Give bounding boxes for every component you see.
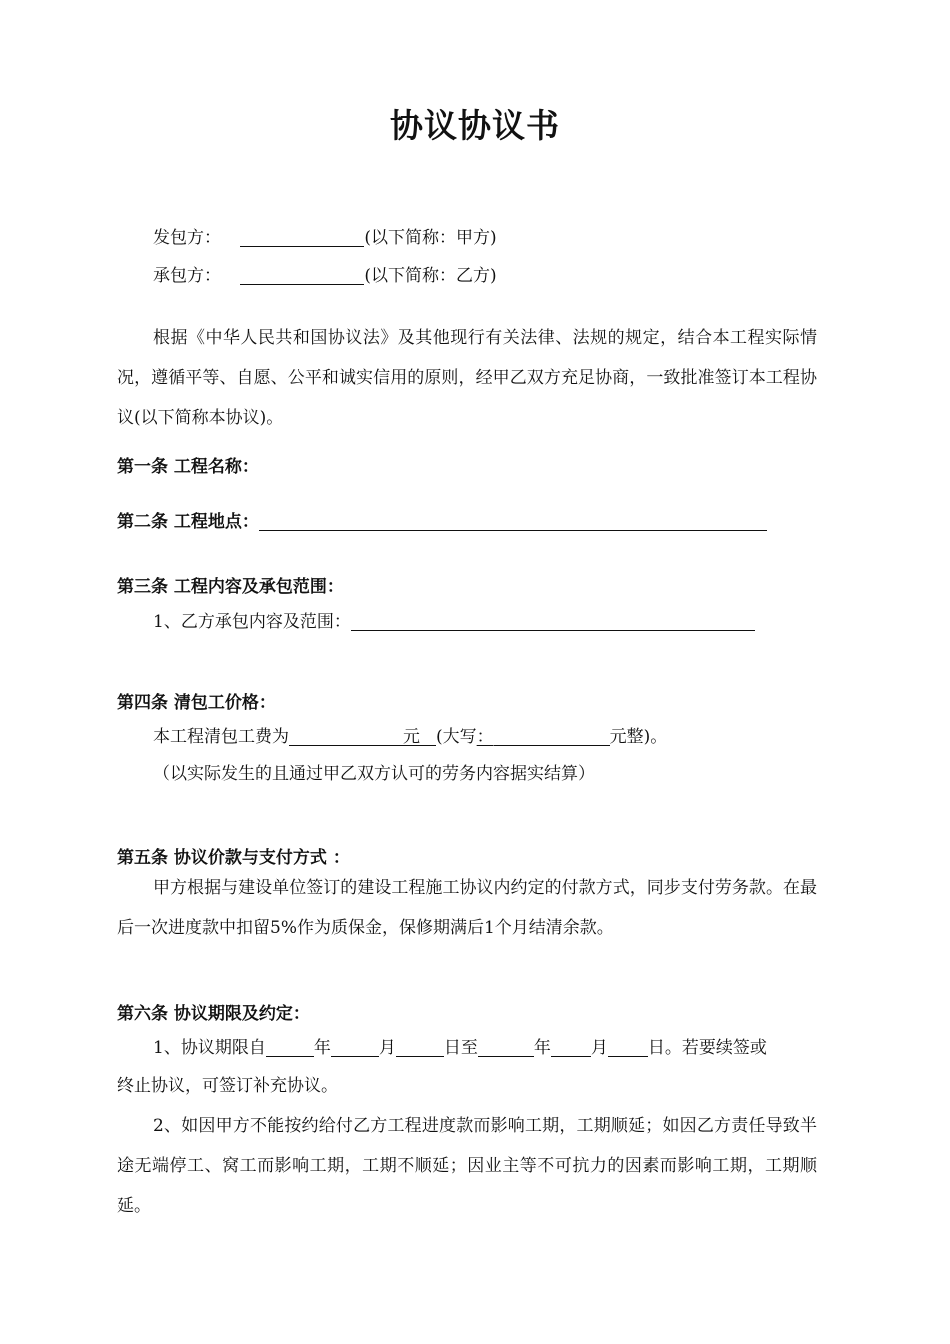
term-end-year: 年 bbox=[533, 1038, 551, 1058]
term-start-year: 年 bbox=[313, 1038, 331, 1058]
article2-heading: 第二条 工程地点： bbox=[117, 512, 259, 532]
employer-label: 发包方： bbox=[153, 228, 221, 248]
price-suffix: 元整)。 bbox=[609, 727, 668, 747]
article6-heading: 第六条 协议期限及约定： bbox=[117, 1004, 310, 1024]
article6-item1 bbox=[153, 1038, 767, 1057]
term-end-month-blank bbox=[551, 1038, 591, 1057]
term-start-year-blank bbox=[266, 1038, 314, 1057]
article6-item1-cont: 终止协议，可签订补充协议。 bbox=[117, 1076, 338, 1096]
employer-blank bbox=[240, 228, 364, 247]
article4-note: （以实际发生的且通过甲乙双方认可的劳务内容据实结算） bbox=[153, 764, 595, 784]
employer-line bbox=[153, 228, 497, 247]
article4-heading: 第四条 清包工价格： bbox=[117, 693, 276, 713]
article5-heading: 第五条 协议价款与支付方式 ： bbox=[117, 848, 350, 868]
article2-line bbox=[117, 512, 767, 531]
term-end-day-blank bbox=[608, 1038, 648, 1057]
price-daxie-blank bbox=[494, 727, 610, 746]
term-start-day-blank bbox=[396, 1038, 444, 1057]
price-yuan: 元 bbox=[403, 727, 420, 747]
term-start-month: 月 bbox=[378, 1038, 396, 1058]
price-daxie-label: (大写 bbox=[436, 727, 477, 747]
price-yuan-tail-blank bbox=[420, 727, 436, 746]
article6-item2: 2、如因甲方不能按约给付乙方工程进度款而影响工期，工期顺延；如因乙方责任导致半途无端停工、窝工而影响工期，工期不顺延；因业主等不可抗力的因素而影响工期，工期顺延。 bbox=[117, 1116, 817, 1216]
price-prefix: 本工程清包工费为 bbox=[153, 727, 289, 747]
article3-item1-blank bbox=[351, 612, 755, 631]
term-end-day: 日。若要续签或 bbox=[647, 1038, 767, 1058]
term-start-month-blank bbox=[331, 1038, 379, 1057]
article4-price-line bbox=[153, 727, 667, 746]
contractor-suffix: (以下简称：乙方) bbox=[364, 266, 497, 286]
contractor-blank bbox=[240, 266, 364, 285]
intro-paragraph: 根据《中华人民共和国协议法》及其他现行有关法律、法规的规定，结合本工程实际情况，遵循平等、自愿、公平和诚实信用的原则，经甲乙双方充足协商，一致批准签订本工程协议(以下简称本协议)。 bbox=[117, 328, 817, 428]
term-end-month: 月 bbox=[590, 1038, 608, 1058]
article5-paragraph: 甲方根据与建设单位签订的建设工程施工协议内约定的付款方式，同步支付劳务款。在最后一次进度款中扣留5%作为质保金，保修期满后1个月结清余款。 bbox=[117, 878, 817, 938]
article3-item1-label: 1、乙方承包内容及范围： bbox=[153, 612, 351, 632]
article3-heading: 第三条 工程内容及承包范围： bbox=[117, 577, 344, 597]
document-title: 协议协议书 bbox=[390, 106, 560, 145]
article3-item1 bbox=[153, 612, 755, 631]
term-end-year-blank bbox=[478, 1038, 534, 1057]
term-start-day: 日至 bbox=[443, 1038, 478, 1058]
article2-blank bbox=[259, 512, 767, 531]
contractor-label: 承包方： bbox=[153, 266, 221, 286]
term-prefix: 1、协议期限自 bbox=[153, 1038, 266, 1058]
article1-heading: 第一条 工程名称： bbox=[117, 457, 259, 477]
contractor-line bbox=[153, 266, 497, 285]
price-daxie-colon: ： bbox=[476, 727, 494, 747]
employer-suffix: (以下简称：甲方) bbox=[364, 228, 497, 248]
price-amount-blank bbox=[289, 727, 403, 746]
